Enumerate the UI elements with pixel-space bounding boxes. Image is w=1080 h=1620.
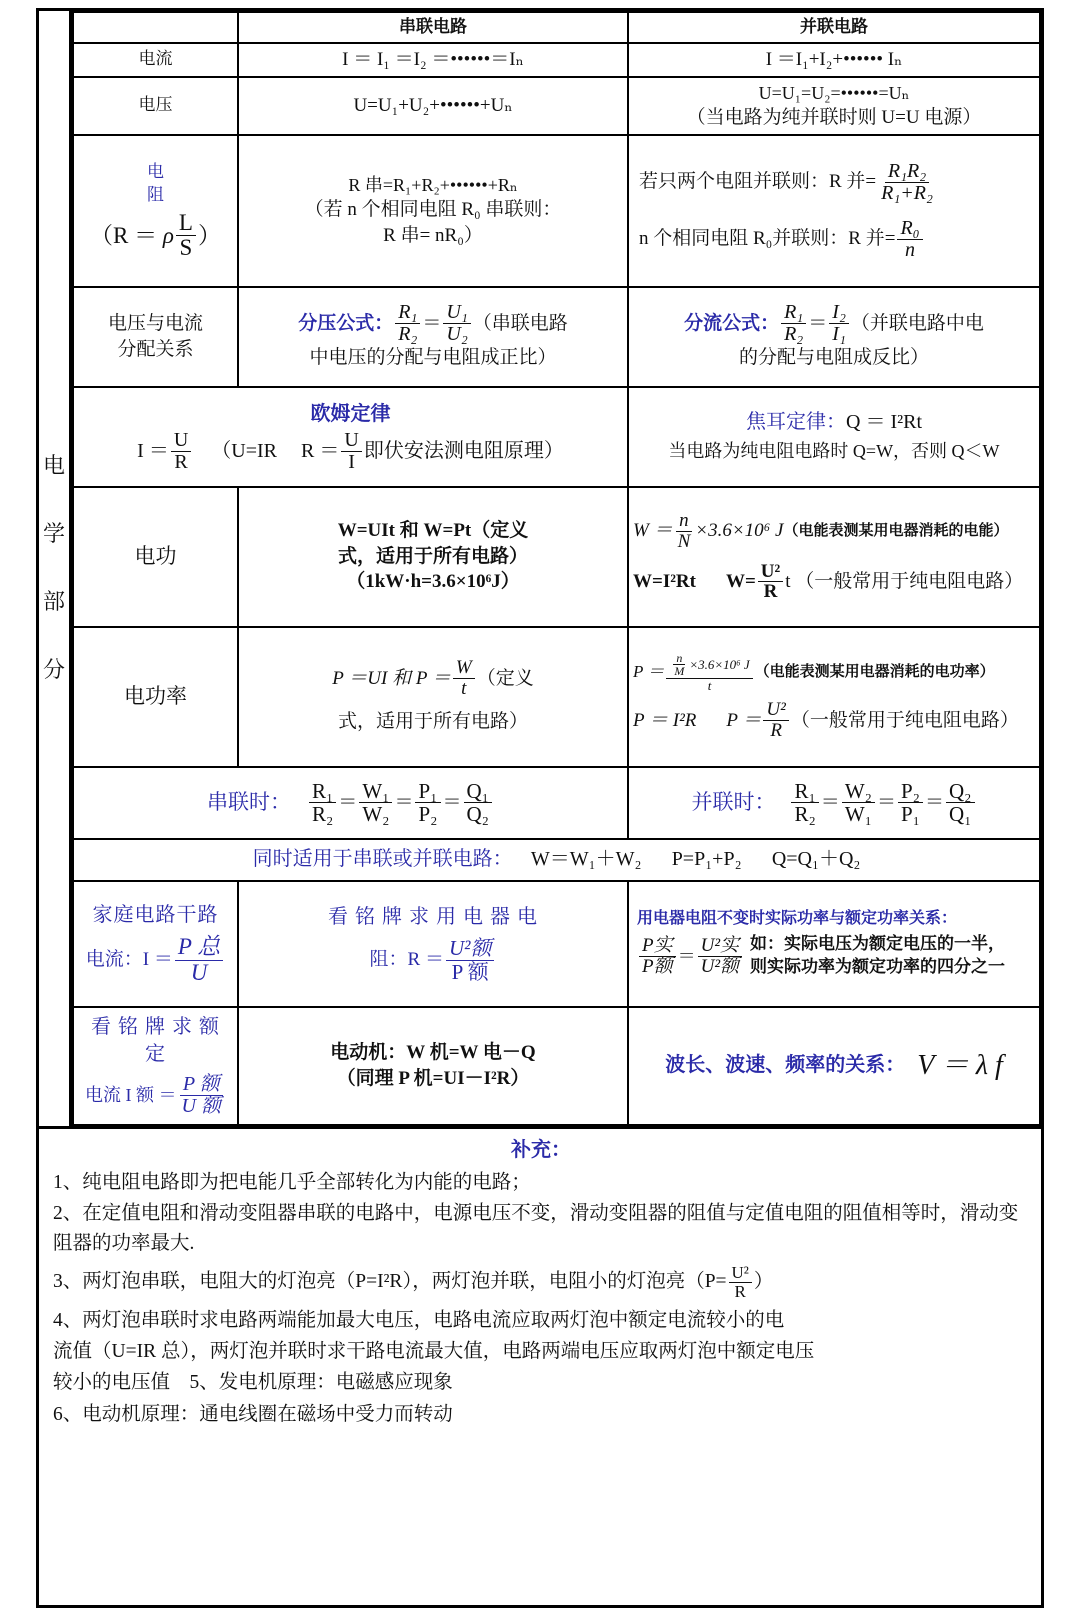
dp-f1-den: R₂ bbox=[784, 323, 804, 346]
both-apply-cell bbox=[73, 839, 1040, 881]
resistance-series bbox=[238, 135, 628, 287]
row-ratio bbox=[73, 767, 1040, 839]
rated-current-title: 看 铭 牌 求 额 定 bbox=[91, 1016, 220, 1066]
label-resistance-line2: 阻 bbox=[147, 184, 164, 204]
work-p2-den: R bbox=[763, 581, 778, 603]
ratio-parallel-cell bbox=[628, 767, 1040, 839]
arp-note1: 如：实际电压为额定电压的一半， bbox=[750, 934, 1006, 954]
resistance-parallel-line1-text: 若只两个电阻并联则：R 并= bbox=[639, 171, 877, 193]
supplement-item-1: 1、纯电阻电路即为把电能几乎全部转化为内能的电路； bbox=[53, 1171, 531, 1193]
ratio-series-cell bbox=[73, 767, 628, 839]
household-main-current bbox=[73, 881, 238, 1007]
current-series bbox=[238, 43, 628, 77]
nameplate-r-lead: 阻：R ＝ bbox=[369, 949, 444, 971]
formula-table bbox=[72, 11, 1041, 1126]
power-p1-inner-den: M bbox=[674, 664, 685, 679]
power-p1-outer-den: t bbox=[707, 677, 712, 693]
rs-f3-num: P₁ bbox=[415, 780, 440, 803]
power-s1-den: t bbox=[461, 678, 467, 700]
spine-char-2: 学 bbox=[42, 521, 65, 547]
ohm-f2-den: I bbox=[348, 450, 355, 473]
supplement-item-3-tail: ） bbox=[753, 1270, 774, 1292]
actual-rated-body: $\frac{\text{P实}}{\text{P额}}$ ＝ $\frac{\text{U²实}}{\text{U²额}}$ 如：实际电压为额定电压的一半， 则实际功率为额定功率的四分之一 bbox=[637, 933, 1005, 979]
work-p1-den: N bbox=[677, 530, 691, 552]
arp-f1-den: P额 bbox=[642, 955, 673, 977]
work-series bbox=[238, 487, 628, 627]
row-household bbox=[73, 881, 1040, 1007]
work-p2-tail: t （一般常用于纯电阻电路） bbox=[785, 571, 1024, 593]
label-electric-power: 电功率 bbox=[73, 627, 238, 767]
work-p1-mid: ×3.6×10⁶ J bbox=[695, 520, 784, 542]
arp-f2-num: U²实 bbox=[698, 936, 742, 957]
ohm-law-title: 欧姆定律 bbox=[310, 402, 391, 425]
row-electric-work bbox=[73, 487, 1040, 627]
ds-suffix1: （串联电路 bbox=[472, 312, 568, 334]
household-den: U bbox=[190, 959, 208, 985]
label-voltage: 电压 bbox=[73, 77, 238, 135]
ohm-tail: 即伏安法测电阻原理） bbox=[363, 439, 564, 462]
label-resistance bbox=[73, 135, 238, 287]
nameplate-r-den: P 额 bbox=[451, 959, 489, 984]
work-p2-num: U² bbox=[758, 562, 783, 583]
rp-f4-num: Q₂ bbox=[946, 780, 975, 803]
supp3-num: U² bbox=[729, 1264, 752, 1283]
power-series bbox=[238, 627, 628, 767]
dp-suffix1: （并联电路中电 bbox=[850, 312, 984, 334]
rp1-den: R₁+R₂ bbox=[881, 181, 933, 204]
household-lead: 电流：I ＝ bbox=[85, 949, 173, 971]
actual-rated-power bbox=[628, 881, 1040, 1007]
motor-formulas bbox=[238, 1007, 628, 1125]
rp-f1-num: R₁ bbox=[791, 780, 818, 803]
voltage-divider-label: 分压公式： bbox=[298, 312, 394, 334]
ds-f2-den: U₂ bbox=[446, 323, 468, 346]
power-p1-note: （电能表测某用电器消耗的电功率） bbox=[754, 663, 995, 680]
ohm-law-formula bbox=[137, 430, 564, 473]
ohm-f2-num: U bbox=[341, 430, 361, 452]
rated-current-formula bbox=[85, 1074, 226, 1117]
current-parallel-formula: I ＝I₁+I₂+•••••• Iₙ bbox=[765, 48, 903, 70]
ratio-parallel-label: 并联时： bbox=[691, 790, 776, 815]
household-title: 家庭电路干路 bbox=[92, 904, 219, 927]
ohm-mid: （U=IR bbox=[211, 439, 278, 462]
power-series-line2: 式，适用于所有电路） bbox=[337, 711, 528, 733]
work-p2-lead: W= bbox=[725, 571, 756, 593]
power-p1-inner-num: n bbox=[673, 652, 685, 666]
power-p2-lead: P ＝ bbox=[726, 710, 762, 732]
resistance-parallel-line2 bbox=[639, 218, 925, 261]
supplement-item-6: 6、电动机原理：通电线圈在磁场中受力而转动 bbox=[53, 1403, 453, 1425]
work-p1-lead: W ＝ bbox=[633, 520, 673, 542]
joule-law-cell bbox=[628, 387, 1040, 487]
rated-lead: 电流 I 额 ＝ bbox=[85, 1085, 177, 1106]
power-p1-lead: P ＝ bbox=[633, 661, 665, 681]
table-header-row bbox=[73, 12, 1040, 43]
rs-f4-num: Q₁ bbox=[464, 780, 493, 803]
rp-f3-num: P₂ bbox=[898, 780, 923, 803]
rs-f3-den: P₂ bbox=[418, 802, 438, 827]
distribution-series-line1: 分压公式： $\frac{\text{R₁}}{\text{R₂}}$ ＝ $\frac{\text{U₁}}{\text{U₂}}$ （串联电路 bbox=[298, 301, 568, 346]
rs-f1-den: R₂ bbox=[311, 802, 334, 827]
row-current bbox=[73, 43, 1040, 77]
work-p1-num: n bbox=[676, 511, 692, 532]
rp-f3-den: P₁ bbox=[900, 802, 920, 827]
both-apply-f3: Q=Q₁＋Q₂ bbox=[771, 848, 861, 871]
power-s1-a: P ＝UI 和 P ＝ bbox=[332, 667, 451, 689]
current-series-formula: I ＝ I₁ ＝I₂ ＝••••••＝Iₙ bbox=[342, 48, 524, 70]
ds-f1-den: R₂ bbox=[398, 323, 418, 346]
label-distribution-line1: 电压与电流 bbox=[107, 312, 203, 334]
supplement-item-4b: 流值（U=IR 总），两灯泡并联时求干路电流最大值，电路两端电压应取两灯泡中额定电压 bbox=[53, 1341, 815, 1363]
work-series-line3: （1kW·h=3.6×10⁶J） bbox=[346, 571, 520, 593]
row-both-apply bbox=[73, 839, 1040, 881]
arp-f2-den: U²额 bbox=[700, 955, 740, 977]
motor-line2: （同理 P 机=UI－I²R） bbox=[336, 1067, 530, 1089]
rp1-num: R₁R₂ bbox=[885, 161, 929, 183]
row-electric-power bbox=[73, 627, 1040, 767]
resistance-series-line1: R 串=R₁+R₂+••••••+Rₙ bbox=[348, 174, 518, 195]
nameplate-resistance bbox=[238, 881, 628, 1007]
ds-suffix2: 中电压的分配与电阻成正比） bbox=[309, 347, 557, 369]
nameplate-r-num: U²额 bbox=[446, 937, 494, 960]
dp-f2-num: I₂ bbox=[829, 302, 849, 324]
label-electric-work: 电功 bbox=[73, 487, 238, 627]
header-blank bbox=[73, 12, 238, 43]
work-p1-note: （电能表测某用电器消耗的电能） bbox=[783, 522, 1009, 539]
power-p2-num: U² bbox=[763, 700, 788, 721]
dp-f1-num: R₁ bbox=[781, 302, 806, 324]
rs-f2-den: W₂ bbox=[362, 802, 390, 827]
arp-note2: 则实际功率为额定功率的四分之一 bbox=[750, 957, 1006, 977]
work-parallel-line2 bbox=[633, 562, 1023, 603]
label-resistance-formula: （R ＝ ρ $\frac{L}{S}$ ） bbox=[90, 209, 221, 260]
power-p2-den: R bbox=[770, 720, 782, 742]
rs-f1-num: R₁ bbox=[309, 780, 336, 803]
label-distribution bbox=[73, 287, 238, 387]
power-p2-tail: （一般常用于纯电阻电路） bbox=[790, 710, 1019, 732]
supplement-title: 补充： bbox=[511, 1138, 571, 1161]
distribution-parallel-line1: 分流公式： $\frac{\text{R₁}}{\text{R₂}}$ ＝ $\frac{\text{I₂}}{\text{I₁}}$ （并联电路中电 bbox=[684, 301, 984, 346]
work-series-line1: W=UIt 和 W=Pt（定义 bbox=[337, 520, 529, 542]
rp-f2-num: W₂ bbox=[842, 780, 875, 803]
row-rated bbox=[73, 1007, 1040, 1125]
row-voltage bbox=[73, 77, 1040, 135]
actual-rated-title: 用电器电阻不变时实际功率与额定功率关系： bbox=[637, 909, 958, 927]
row-resistance bbox=[73, 135, 1040, 287]
spine-char-3: 部 bbox=[42, 589, 65, 615]
wave-relation bbox=[628, 1007, 1040, 1125]
ohm-f1-num: U bbox=[171, 430, 191, 452]
household-num: P 总 bbox=[175, 935, 223, 960]
work-parallel-line1 bbox=[633, 511, 1008, 552]
resistance-parallel-line2-text: n 个相同电阻 R₀并联则：R 并= bbox=[639, 228, 896, 250]
supplement-item-4c: 较小的电压值 5、发电机原理：电磁感应现象 bbox=[53, 1372, 453, 1394]
resistance-series-line3: R 串= nR₀） bbox=[383, 224, 483, 246]
header-series: 串联电路 bbox=[238, 12, 628, 43]
ratio-series-label: 串联时： bbox=[206, 790, 291, 815]
spine-label-electricity bbox=[39, 11, 72, 1126]
nameplate-rated-current bbox=[73, 1007, 238, 1125]
power-p1-inner-mid: ×3.6×10⁶ J bbox=[689, 656, 750, 672]
arp-f1-num: P实 bbox=[639, 936, 676, 957]
wave-relation-label: 波长、波速、频率的关系： bbox=[665, 1054, 906, 1076]
distribution-parallel bbox=[628, 287, 1040, 387]
rp2-den: n bbox=[905, 238, 916, 261]
work-p2-a: W=I²Rt bbox=[633, 571, 696, 593]
rs-f2-num: W₁ bbox=[359, 780, 392, 803]
spine-char-4: 分 bbox=[42, 657, 65, 683]
dp-f2-den: I₁ bbox=[832, 323, 846, 346]
row-ohm-joule bbox=[73, 387, 1040, 487]
rated-den: U 额 bbox=[181, 1095, 221, 1118]
power-parallel bbox=[628, 627, 1040, 767]
resistance-series-line2: （若 n 个相同电阻 R₀ 串联则： bbox=[304, 199, 562, 221]
ohm-law-cell bbox=[73, 387, 628, 487]
both-apply-f1: W＝W₁＋W₂ bbox=[530, 848, 642, 871]
voltage-parallel-line2: （当电路为纯并联时则 U=U 电源） bbox=[686, 106, 982, 128]
resistance-parallel bbox=[628, 135, 1040, 287]
row-distribution bbox=[73, 287, 1040, 387]
power-parallel-line1 bbox=[633, 652, 995, 693]
supplement-item-4a: 4、两灯泡串联时求电路两端能加最大电压，电路电流应取两灯泡中额定电流较小的电 bbox=[53, 1309, 785, 1331]
current-divider-label: 分流公式： bbox=[684, 312, 780, 334]
both-apply-label: 同时适用于串联或并联电路： bbox=[252, 848, 513, 871]
supp3-den: R bbox=[734, 1282, 746, 1302]
rated-num: P 额 bbox=[180, 1074, 223, 1096]
ohm-f1-den: R bbox=[174, 450, 188, 473]
joule-law-note: 当电路为纯电阻电路时 Q=W，否则 Q＜W bbox=[668, 441, 1000, 462]
label-distribution-line2: 分配关系 bbox=[117, 338, 194, 360]
voltage-parallel-line1: U=U₁=U₂=••••••=Uₙ bbox=[758, 82, 910, 103]
table-zone bbox=[39, 11, 1041, 1129]
rp-f4-den: Q₁ bbox=[949, 802, 972, 827]
power-s1-tail: （定义 bbox=[476, 667, 534, 689]
voltage-parallel bbox=[628, 77, 1040, 135]
ratio-parallel: 并联时： $\frac{\text{R₁}}{\text{R₂}}$ ＝ $\frac{\text{W₂}}{\text{W₁}}$ ＝ $\frac{\text{P₂}}{\text{P₁}}$ ＝ $\frac{\text{Q₂}}{\text{Q₁}}$ bbox=[691, 780, 976, 825]
nameplate-resistance-formula bbox=[370, 937, 497, 982]
both-apply-f2: P=P₁+P₂ bbox=[671, 848, 742, 871]
outer-frame bbox=[36, 8, 1044, 1608]
rp-f1-den: R₂ bbox=[794, 802, 816, 827]
wave-relation-formula: V ＝ λ f bbox=[917, 1049, 1003, 1081]
label-current: 电流 bbox=[73, 43, 238, 77]
header-parallel: 并联电路 bbox=[628, 12, 1040, 43]
rp-f2-den: W₁ bbox=[844, 802, 872, 827]
household-formula bbox=[86, 935, 225, 984]
nameplate-resistance-title: 看 铭 牌 求 用 电 器 电 bbox=[328, 906, 538, 929]
work-series-line2: 式，适用于所有电路） bbox=[337, 545, 528, 567]
voltage-series-formula: U=U₁+U₂+••••••+Uₙ bbox=[353, 94, 513, 116]
voltage-series bbox=[238, 77, 628, 135]
dp-suffix2: 的分配与电阻成反比） bbox=[738, 347, 929, 369]
rp2-num: R₀ bbox=[897, 218, 922, 240]
joule-law-formula: Q ＝ I²Rt bbox=[846, 411, 922, 434]
power-s1-num: W bbox=[453, 658, 475, 679]
joule-law-title: 焦耳定律： bbox=[746, 411, 846, 434]
rs-f4-den: Q₂ bbox=[466, 802, 490, 827]
label-resistance-line1: 电 bbox=[147, 161, 164, 181]
supplement-section bbox=[39, 1129, 1041, 1605]
ohm-lead: I ＝ bbox=[137, 439, 169, 462]
resistance-parallel-line1 bbox=[639, 161, 938, 204]
work-parallel bbox=[628, 487, 1040, 627]
ratio-series: 串联时： $\frac{\text{R₁}}{\text{R₂}}$ ＝ $\frac{\text{W₁}}{\text{W₂}}$ ＝ $\frac{\text{P₁}}{\text{P₂}}$ ＝ $\frac{\text{Q₁}}{\text{Q₂}}$ bbox=[207, 780, 494, 825]
ds-f1-num: R₁ bbox=[395, 302, 420, 324]
supplement-item-2: 2、在定值电阻和滑动变阻器串联的电路中，电源电压不变，滑动变阻器的阻值与定值电阻的阻值相等时，滑动变阻器的功率最大. bbox=[53, 1202, 1019, 1254]
motor-line1: 电动机：W 机=W 电－Q bbox=[330, 1041, 536, 1063]
ohm-lead2: R ＝ bbox=[301, 439, 340, 462]
current-parallel bbox=[628, 43, 1040, 77]
power-series-line1 bbox=[332, 658, 533, 699]
supplement-item-3-lead: 3、两灯泡串联，电阻大的灯泡亮（P=I²R），两灯泡并联，电阻小的灯泡亮（P= bbox=[53, 1270, 727, 1292]
ds-f2-num: U₁ bbox=[443, 302, 470, 324]
power-p2-a: P ＝ I²R bbox=[633, 710, 697, 732]
spine-char-1: 电 bbox=[42, 453, 65, 479]
joule-law-line bbox=[633, 409, 1035, 436]
distribution-series bbox=[238, 287, 628, 387]
power-parallel-line2 bbox=[633, 700, 1019, 741]
supplement-item-3 bbox=[53, 1264, 1029, 1301]
